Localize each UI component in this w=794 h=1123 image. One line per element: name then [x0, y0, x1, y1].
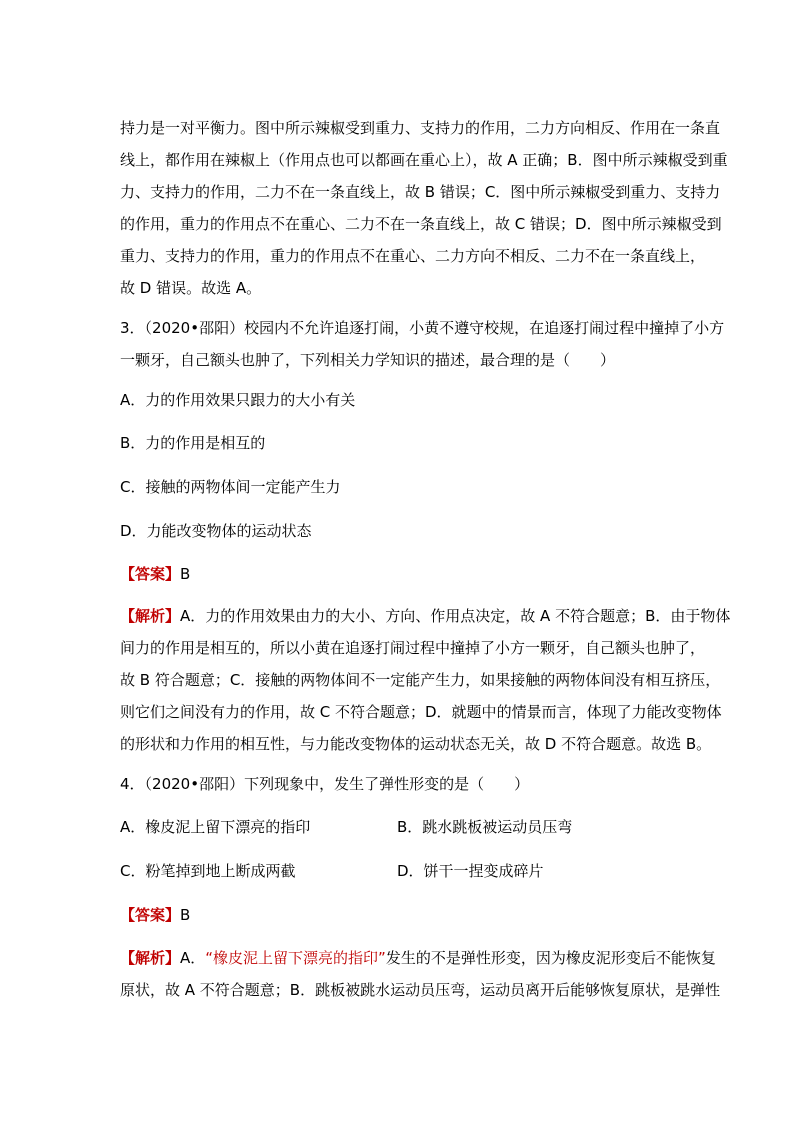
q3-answer: [120, 564, 190, 584]
q4-option-c: C．粉笔掉到地上断成两截: [120, 862, 296, 880]
q4-answer-value: B: [180, 906, 191, 924]
q3-stem-line-1: 3．（2020•邵阳）校园内不允许追逐打闹，小黄不遵守校规，在追逐打闹过程中撞掉了小方: [120, 319, 725, 337]
prev-analysis-line-4: 的作用，重力的作用点不在重心、二力不在一条直线上，故 C 错误；D．图中所示辣椒受到: [120, 215, 722, 233]
prev-analysis-line-5: 重力、支持力的作用，重力的作用点不在重心、二力方向不相反、二力不在一条直线上，: [120, 247, 706, 265]
q3-answer-value: B: [180, 565, 191, 583]
q4-analysis-line-2: 原状，故 A 不符合题意；B．跳板被跳水运动员压弯，运动员离开后能够恢复原状，是弹性: [120, 981, 721, 999]
prev-analysis-line-1: 持力是一对平衡力。图中所示辣椒受到重力、支持力的作用，二力方向相反、作用在一条直: [120, 119, 721, 137]
q3-option-b: B．力的作用是相互的: [120, 434, 266, 452]
q4-option-a: A．橡皮泥上留下漂亮的指印: [120, 818, 311, 836]
q3-analysis-line-2: 间力的作用是相互的，所以小黄在追逐打闹过程中撞掉了小方一颗牙，自己额头也肿了，: [120, 639, 706, 657]
q3-option-d: D．力能改变物体的运动状态: [120, 522, 312, 540]
q4-stem: 4．（2020•邵阳）下列现象中，发生了弹性形变的是（ ）: [120, 775, 530, 793]
q4-analysis-quote: “橡皮泥上留下漂亮的指印”: [205, 949, 386, 967]
q4-option-b: B．跳水跳板被运动员压弯: [397, 818, 573, 836]
q4-analysis-a: A．: [180, 949, 206, 967]
prev-analysis-line-2: 线上，都作用在辣椒上（作用点也可以都画在重心上），故 A 正确；B．图中所示辣椒受到重: [120, 151, 728, 169]
q3-option-c: C．接触的两物体间一定能产生力: [120, 478, 341, 496]
q4-analysis-label: 【解析】: [120, 949, 181, 967]
q3-analysis-line-5: 的形状和力作用的相互性，与力能改变物体的运动状态无关，故 D 不符合题意。故选 B。: [120, 735, 712, 753]
q4-analysis-rest: 发生的不是弹性形变，因为橡皮泥形变后不能恢复: [385, 949, 716, 967]
q3-analysis-text-1: A．力的作用效果由力的大小、方向、作用点决定，故 A 不符合题意；B．由于物体: [180, 607, 731, 625]
q3-option-a: A．力的作用效果只跟力的大小有关: [120, 391, 356, 409]
q3-analysis-line-4: 则它们之间没有力的作用，故 C 不符合题意；D．就题中的情景而言，体现了力能改变物体: [120, 703, 722, 721]
q3-analysis-label: 【解析】: [120, 607, 181, 625]
q3-analysis-line-3: 故 B 符合题意；C．接触的两物体间不一定能产生力，如果接触的两物体间没有相互挤压，: [120, 671, 721, 689]
q4-answer-label: 【答案】: [120, 906, 181, 924]
q3-answer-label: 【答案】: [120, 565, 181, 583]
q4-analysis-line-1: [120, 948, 716, 968]
q3-stem-line-2: 一颗牙，自己额头也肿了，下列相关力学知识的描述，最合理的是（ ）: [120, 351, 616, 369]
q4-answer: [120, 905, 190, 925]
q4-option-d: D．饼干一捏变成碎片: [397, 862, 544, 880]
q3-analysis-line-1: [120, 606, 730, 626]
prev-analysis-line-3: 力、支持力的作用，二力不在一条直线上，故 B 错误；C．图中所示辣椒受到重力、支持力: [120, 183, 721, 201]
prev-analysis-line-6: 故 D 错误。故选 A。: [120, 279, 262, 297]
